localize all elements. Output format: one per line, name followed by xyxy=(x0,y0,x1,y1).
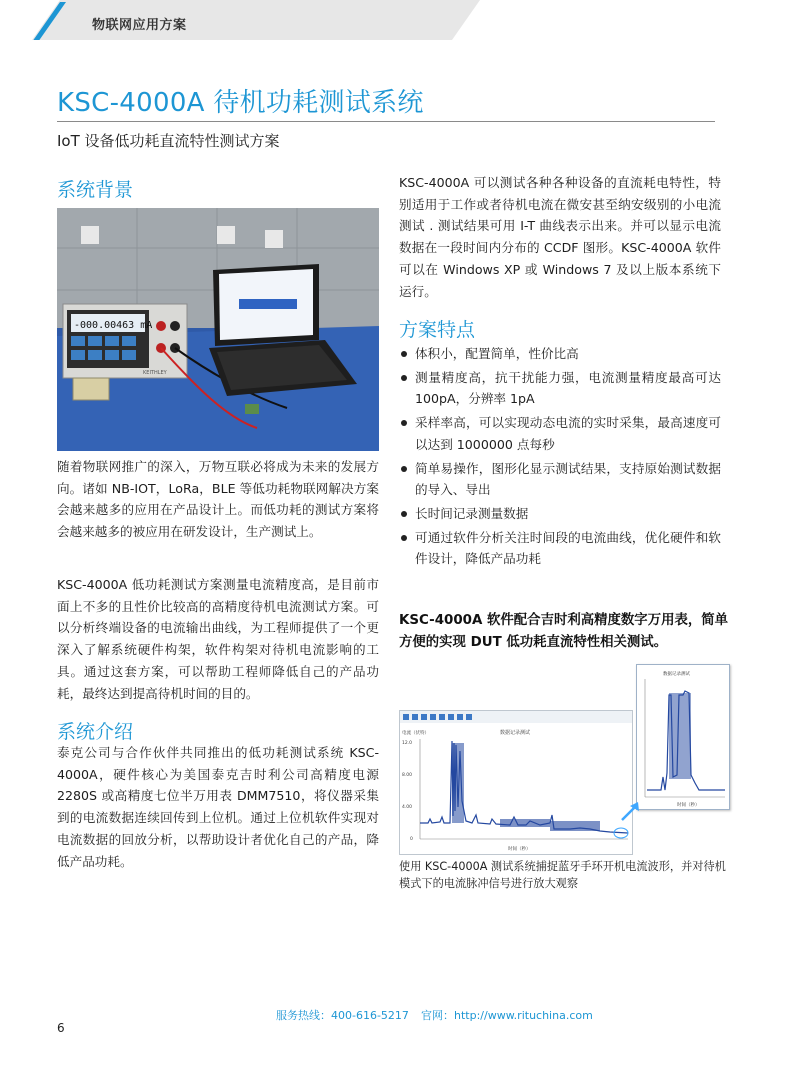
title-divider xyxy=(57,121,715,122)
page-subtitle: IoT 设备低功耗直流特性测试方案 xyxy=(57,132,280,150)
background-heading: 系统背景 xyxy=(57,179,134,201)
product-photo xyxy=(57,208,379,451)
meter-brand: KEITHLEY xyxy=(143,370,167,376)
y-tick-label: 12.0 xyxy=(402,741,413,746)
footer-hotline: 服务热线：400-616-5217 xyxy=(276,1009,409,1022)
right-intro-paragraph: KSC-4000A 可以测试各种各种设备的直流耗电特性，特别适用于工作或者待机电流在微安甚至纳安级别的小电流测试 . 测试结果可用 I-T 曲线表示出来。并可以显示电流数据在一段时间内分布的 CCDF 图形。KSC-4000A 软件可以在 Windows XP 或 Windows 7 及以上版本系统下运行。 xyxy=(399,175,721,299)
background-paragraph-1: 随着物联网推广的深入，万物互联必将成为未来的发展方向。诸如 NB-IOT，LoRa，BLE 等低功耗物联网解决方案会越来越多的应用在产品设计上。而低功耗的测试方案将会越来越多的被应用在研发设计，生产测试上。 xyxy=(57,459,379,540)
footer-website[interactable]: 官网：http://www.rituchina.com xyxy=(421,1009,593,1022)
feature-item: 可通过软件分析关注时间段的电流曲线，优化硬件和软件设计，降低产品功耗 xyxy=(399,527,721,570)
meter-reading: -000.00463 mA xyxy=(74,320,153,331)
feature-item: 简单易操作，图形化显示测试结果，支持原始测试数据的导入、导出 xyxy=(399,458,721,501)
intro-paragraph: 泰克公司与合作伙伴共同推出的低功耗测试系统 KSC-4000A，硬件核心为美国泰克吉时利公司高精度电源 2280S 或高精度七位半万用表 DMM7510，将仪器采集到的电流数据连续回传到上位机。通过上位机软件实现对电流数据的回放分析，以帮助设计者优化自己的产品，降低产品功耗。 xyxy=(57,745,379,869)
header-band xyxy=(0,0,560,40)
zoomed-waveform-inset xyxy=(636,664,730,810)
feature-item: 测量精度高，抗干扰能力强，电流测量精度最高可达 100pA，分辨率 1pA xyxy=(399,367,721,410)
zoom-arrow-icon xyxy=(618,800,642,824)
features-list xyxy=(399,343,721,570)
zoom-x-axis-label: 时间（秒） xyxy=(677,803,700,808)
feature-item: 体积小，配置简单，性价比高 xyxy=(399,343,721,365)
y-axis-label: 电流（伏特） xyxy=(402,731,429,736)
software-screenshot xyxy=(399,710,633,855)
figure-caption: 使用 KSC-4000A 测试系统捕捉蓝牙手环开机电流波形，并对待机模式下的电流脉冲信号进行放大观察 xyxy=(399,860,726,890)
page-title: KSC-4000A 待机功耗测试系统 xyxy=(57,88,424,118)
zoom-chart-title: 数据记录测试 xyxy=(663,672,690,677)
page-number: 6 xyxy=(57,1021,65,1035)
zoomed-waveform-chart xyxy=(637,665,729,809)
photo-illustration xyxy=(57,208,379,451)
intro-heading: 系统介绍 xyxy=(57,721,134,743)
waveform-chart xyxy=(400,711,632,854)
header-label: 物联网应用方案 xyxy=(92,18,187,33)
feature-item: 长时间记录测量数据 xyxy=(399,503,721,525)
x-axis-label: 时间（秒） xyxy=(508,847,531,852)
chart-title: 数据记录测试 xyxy=(500,730,531,736)
y-tick-label: 0 xyxy=(410,837,413,842)
features-heading: 方案特点 xyxy=(399,319,476,341)
y-tick-label: 8.00 xyxy=(402,773,413,778)
background-paragraph-2: KSC-4000A 低功耗测试方案测量电流精度高，是目前市面上不多的且性价比较高的高精度待机电流测试方案。可以分析终端设备的电流输出曲线，为工程师提供了一个更深入了解系统硬件构架，软件构架对待机电流影响的工具。通过这套方案，可以帮助工程师降低自己的产品功耗，最终达到提高待机时间的目的。 xyxy=(57,577,379,701)
features-list-container xyxy=(399,343,721,572)
y-tick-label: 4.00 xyxy=(402,805,413,810)
feature-item: 采样率高，可以实现动态电流的实时采集，最高速度可以达到 1000000 点每秒 xyxy=(399,412,721,455)
highlight-statement: KSC-4000A 软件配合吉时利高精度数字万用表，简单方便的实现 DUT 低功耗直流特性相关测试。 xyxy=(399,613,729,650)
